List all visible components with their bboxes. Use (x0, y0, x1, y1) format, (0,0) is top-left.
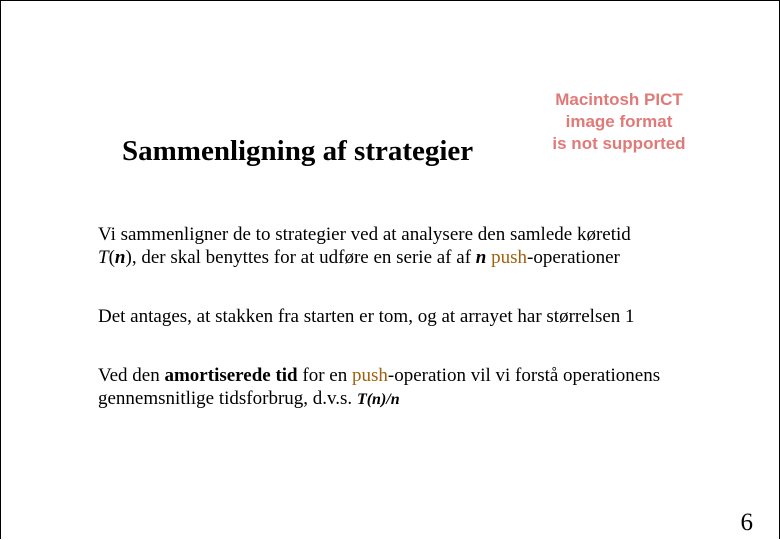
p3-text-2: for en (297, 365, 352, 386)
p1-text-2: , der skal benyttes for at udføre en serie af af (131, 247, 476, 268)
math-close-paren: ) (125, 247, 132, 268)
paragraph-assumption: Det antages, at stakken fra starten er tom, og at arrayet har størrelsen 1 (98, 306, 635, 327)
unsupported-image-placeholder (549, 89, 689, 155)
math-n: n (114, 247, 126, 268)
p1-text-3: -operationer (527, 247, 620, 268)
paragraph-runtime (98, 223, 718, 269)
paragraph-amortized (98, 364, 718, 411)
p1-text-1: Vi sammenligner de to strategier ved at analysere den samlede køretid (98, 224, 631, 245)
amortized-time-term: amortiserede tid (164, 365, 298, 386)
p3-text-3: -operation vil vi forstå operationens gennemsnitlige tidsforbrug, d.v.s. (98, 365, 661, 409)
math-n-2: n (475, 247, 487, 268)
math-open-paren: ( (108, 247, 115, 268)
math-T: T (98, 247, 109, 268)
page-number: 6 (740, 509, 753, 536)
placeholder-line-2: image format (565, 112, 673, 131)
math-average: T(n)/n (356, 391, 400, 408)
push-keyword-2: push (351, 365, 388, 386)
push-keyword: push (491, 247, 528, 268)
slide-title: Sammenligning af strategier (122, 135, 474, 167)
p3-text-1: Ved den (98, 365, 165, 386)
placeholder-line-1: Macintosh PICT (555, 90, 683, 109)
placeholder-line-3: is not supported (552, 134, 686, 153)
